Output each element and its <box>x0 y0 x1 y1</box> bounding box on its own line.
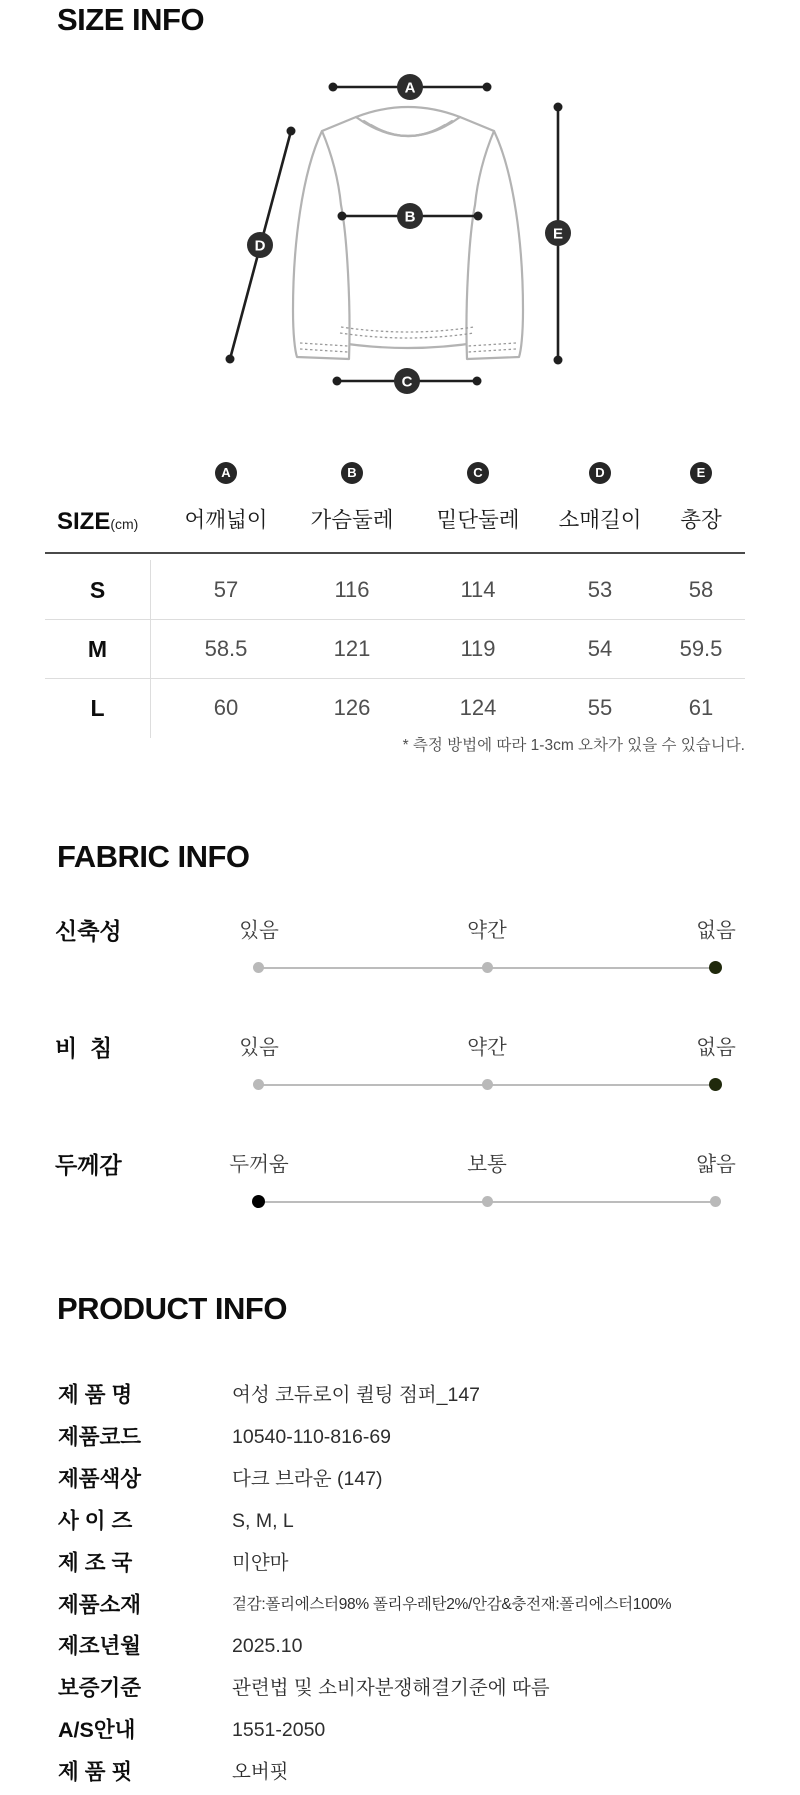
fabric-opt: 약간 <box>467 1036 507 1059</box>
badge-b: B <box>404 208 416 226</box>
badge-c: C <box>401 373 413 391</box>
product-label-name: 제 품 명 <box>58 1383 133 1407</box>
badge-a: A <box>404 79 416 97</box>
slider-dot <box>482 962 493 973</box>
fabric-opt: 없음 <box>696 1036 736 1059</box>
fabric-row-thickness-label: 두께감 <box>55 1152 122 1178</box>
badge-e: E <box>552 225 564 243</box>
slider-dot <box>482 1079 493 1090</box>
size-header-unit: (cm) <box>110 516 139 532</box>
product-value-material: 겉감:폴리에스터98% 폴리우레탄2%/안감&충전재:폴리에스터100% <box>232 1596 672 1613</box>
cell-m-a: 58.5 <box>204 636 248 661</box>
fabric-opt: 없음 <box>696 919 736 942</box>
product-value-warranty: 관련법 및 소비자분쟁해결기준에 따름 <box>232 1677 550 1699</box>
product-label-color: 제품색상 <box>58 1467 142 1491</box>
size-row-m: M <box>87 636 108 662</box>
cell-l-e: 61 <box>688 695 714 720</box>
cell-l-a: 60 <box>213 695 239 720</box>
cell-s-d: 53 <box>587 577 613 602</box>
table-vertical-divider <box>150 560 151 738</box>
cell-m-b: 121 <box>333 636 371 661</box>
slider-dot-active <box>252 1195 265 1208</box>
cell-s-e: 58 <box>688 577 714 602</box>
col-badge-e: E <box>690 462 712 484</box>
fabric-row-sheer-label: 비 침 <box>55 1035 113 1061</box>
cell-l-c: 124 <box>459 695 497 720</box>
fabric-opt: 있음 <box>239 919 279 942</box>
fabric-row-stretch-label: 신축성 <box>55 918 122 944</box>
col-header-chest: 가슴둘레 <box>310 508 394 532</box>
size-row-s: S <box>89 577 106 603</box>
product-value-color: 다크 브라운 (147) <box>232 1468 383 1490</box>
fabric-opt: 얇음 <box>696 1153 736 1176</box>
fabric-info-title: FABRIC INFO <box>57 839 250 874</box>
size-diagram <box>0 55 800 407</box>
size-header-label: SIZE <box>57 508 111 535</box>
col-badge-a: A <box>215 462 237 484</box>
row-divider <box>45 678 745 679</box>
product-value-name: 여성 코듀로이 퀼팅 점퍼_147 <box>232 1384 481 1406</box>
size-unit-header <box>57 508 138 536</box>
cell-m-d: 54 <box>587 636 613 661</box>
cell-m-e: 59.5 <box>679 636 723 661</box>
product-label-material: 제품소재 <box>58 1593 142 1617</box>
size-row-l: L <box>90 695 105 721</box>
product-value-country: 미얀마 <box>232 1552 289 1574</box>
col-header-shoulder: 어깨넓이 <box>184 508 268 532</box>
measurement-footnote: * 측정 방법에 따라 1-3cm 오차가 있을 수 있습니다. <box>402 737 745 754</box>
fabric-opt: 보통 <box>467 1153 507 1176</box>
slider-dot <box>710 1196 721 1207</box>
product-value-date: 2025.10 <box>232 1635 303 1657</box>
product-label-country: 제 조 국 <box>58 1551 133 1575</box>
size-info-title: SIZE INFO <box>57 2 205 37</box>
fabric-opt: 약간 <box>467 919 507 942</box>
product-label-fit: 제 품 핏 <box>58 1760 133 1784</box>
cell-s-c: 114 <box>460 577 496 602</box>
product-label-as: A/S안내 <box>58 1718 136 1742</box>
product-label-code: 제품코드 <box>58 1425 142 1449</box>
slider-dot <box>253 1079 264 1090</box>
table-header-rule <box>45 552 745 554</box>
product-label-date: 제조년월 <box>58 1634 142 1658</box>
cell-s-b: 116 <box>334 577 370 602</box>
cell-l-d: 55 <box>587 695 613 720</box>
col-badge-d: D <box>589 462 611 484</box>
col-header-hem: 밑단둘레 <box>436 508 520 532</box>
shirt-illustration-icon <box>293 107 523 359</box>
slider-dot-active <box>709 1078 722 1091</box>
slider-dot-active <box>709 961 722 974</box>
product-label-size: 사 이 즈 <box>58 1509 133 1533</box>
slider-dot <box>253 962 264 973</box>
slider-dot <box>482 1196 493 1207</box>
product-value-code: 10540-110-816-69 <box>232 1426 392 1448</box>
fabric-opt: 있음 <box>239 1036 279 1059</box>
product-value-as: 1551-2050 <box>232 1719 326 1741</box>
cell-s-a: 57 <box>213 577 239 602</box>
col-header-length: 총장 <box>680 508 722 532</box>
fabric-opt: 두꺼움 <box>229 1153 289 1176</box>
product-value-fit: 오버핏 <box>232 1761 289 1783</box>
cell-l-b: 126 <box>333 695 371 720</box>
product-label-warranty: 보증기준 <box>58 1676 142 1700</box>
cell-m-c: 119 <box>460 636 496 661</box>
col-badge-b: B <box>341 462 363 484</box>
col-header-sleeve: 소매길이 <box>558 508 642 532</box>
badge-d: D <box>254 237 266 255</box>
row-divider <box>45 619 745 620</box>
product-value-size: S, M, L <box>232 1510 294 1532</box>
col-badge-c: C <box>467 462 489 484</box>
product-info-title: PRODUCT INFO <box>57 1291 287 1326</box>
